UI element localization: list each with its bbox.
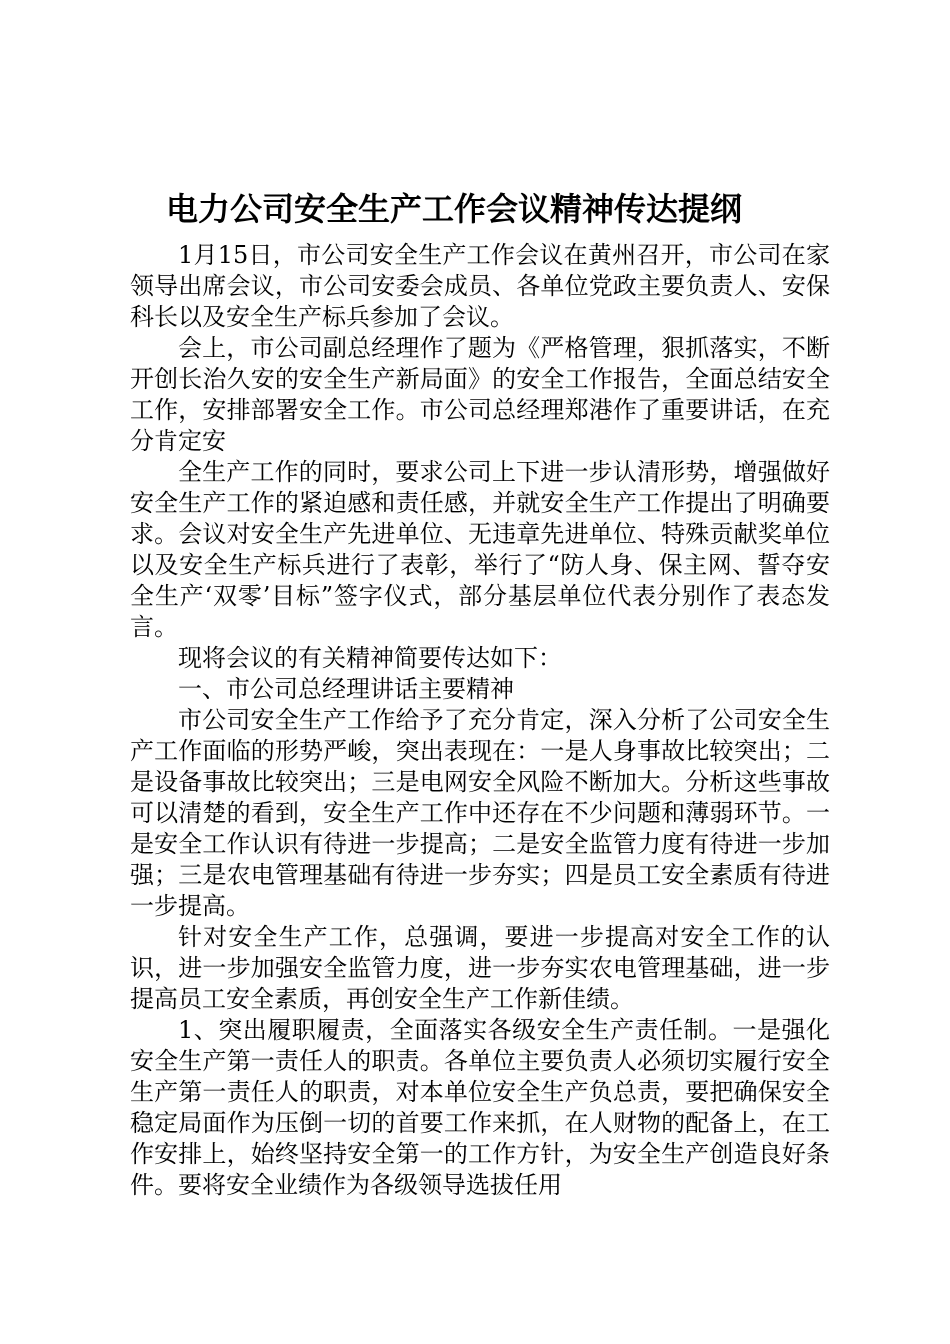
paragraph-emphasis: 针对安全生产工作，总强调，要进一步提高对安全工作的认识，进一步加强安全监管力度，进一步夯实农电管理基础，进一步提高员工安全素质，再创安全生产工作新佳绩。	[130, 923, 830, 1013]
paragraph-summary-intro: 现将会议的有关精神简要传达如下：	[178, 644, 562, 672]
document-page	[130, 182, 830, 1201]
paragraph-item-1: 1、突出履职履责，全面落实各级安全生产责任制。一是强化安全生产第一责任人的职责。各单位主要负责人必须切实履行安全生产第一责任人的职责，对本单位安全生产负总责，要把确保安全稳定局面作为压倒一切的首要工作来抓，在人财物的配备上，在工作安排上，始终坚持安全第一的工作方针，为安全生产创造良好条件。要将安全业绩作为各级领导选拔任用	[130, 1016, 830, 1199]
section-heading-1: 一、市公司总经理讲话主要精神	[178, 675, 514, 703]
paragraph-meeting-report: 会上，市公司副总经理作了题为《严格管理，狠抓落实，不断开创长治久安的安全生产新局面》的安全工作报告，全面总结安全工作，安排部署安全工作。市公司总经理郑港作了重要讲话，在充分肯定安	[130, 334, 830, 455]
paragraph-meeting-requirements: 全生产工作的同时，要求公司上下进一步认清形势，增强做好安全生产工作的紧迫感和责任感，并就安全生产工作提出了明确要求。会议对安全生产先进单位、无违章先进单位、特殊贡献奖单位以及安全生产标兵进行了表彰，举行了“防人身、保主网、誓夺安全生产‘双零’目标”签字仪式，部分基层单位代表分别作了表态发言。	[130, 458, 830, 641]
paragraph-meeting-intro: 1月15日，市公司安全生产工作会议在黄州召开，市公司在家领导出席会议，市公司安委会成员、各单位党政主要负责人、安保科长以及安全生产标兵参加了会议。	[130, 241, 830, 331]
document-title: 电力公司安全生产工作会议精神传达提纲	[166, 190, 743, 228]
paragraph-situation-analysis: 市公司安全生产工作给予了充分肯定，深入分析了公司安全生产工作面临的形势严峻，突出表现在：一是人身事故比较突出；二是设备事故比较突出；三是电网安全风险不断加大。分析这些事故可以清楚的看到，安全生产工作中还存在不少问题和薄弱环节。一是安全工作认识有待进一步提高；二是安全监管力度有待进一步加强；三是农电管理基础有待进一步夯实；四是员工安全素质有待进一步提高。	[130, 706, 830, 920]
